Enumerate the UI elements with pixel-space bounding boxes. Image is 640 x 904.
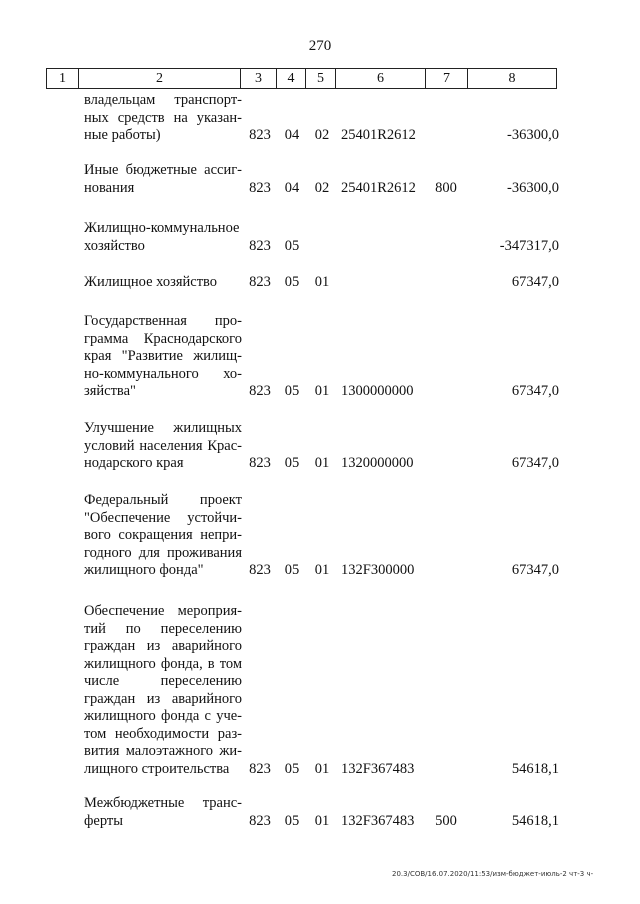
row-description	[84, 313, 242, 401]
row-description	[84, 274, 242, 292]
cell-col-4: 04	[284, 127, 300, 143]
cell-col-6: 132F367483	[341, 812, 415, 829]
cell-col-5: 01	[314, 455, 330, 471]
description-line: Жилищное хозяйство	[84, 274, 218, 290]
cell-col-4: 05	[284, 237, 300, 254]
description-line: том необходимости раз-	[84, 725, 242, 742]
cell-col-4: 05	[284, 455, 300, 471]
row-description	[84, 92, 242, 145]
col-header-8: 8	[508, 71, 516, 86]
cell-col-4: 05	[284, 562, 300, 578]
cell-col-3: 823	[249, 274, 271, 290]
description-line: вития малоэтажного жи-	[84, 743, 242, 759]
description-line: Межбюджетные транс-	[84, 795, 242, 811]
description-line: граждан из аварийного	[84, 690, 242, 707]
description-line: жилищного фонда, в том	[84, 655, 242, 672]
description-line: "Обеспечение устойчи-	[84, 509, 242, 526]
cell-col-5: 01	[314, 562, 330, 578]
description-line: Федеральный проект	[84, 492, 242, 508]
cell-col-4: 05	[284, 274, 300, 290]
cell-col-8: 54618,1	[511, 812, 559, 829]
description-line: годного для проживания	[84, 544, 242, 561]
cell-col-5: 01	[314, 760, 330, 777]
table-header	[46, 68, 557, 89]
description-line: жилищного фонда с уче-	[84, 708, 242, 724]
description-line: условий населения Крас-	[84, 437, 242, 454]
cell-col-5: 02	[314, 127, 330, 143]
cell-col-4: 05	[284, 812, 300, 829]
row-description	[84, 220, 242, 255]
row-description	[84, 162, 242, 197]
col-header-5: 5	[306, 69, 336, 88]
description-line: грамма Краснодарского	[84, 330, 242, 347]
description-line: лищного строительства	[84, 760, 230, 777]
cell-col-4: 05	[284, 383, 300, 399]
row-description	[84, 420, 242, 473]
cell-col-8: -36300,0	[507, 179, 559, 196]
description-line: Улучшение жилищных	[84, 420, 242, 436]
cell-col-8: 67347,0	[511, 455, 559, 471]
cell-col-3: 823	[249, 179, 271, 196]
description-line: Обеспечение мероприя-	[84, 603, 242, 619]
description-line: числе переселению	[84, 673, 242, 689]
cell-col-6: 25401R2612	[341, 179, 416, 196]
cell-col-5: 02	[314, 179, 330, 196]
cell-col-5: 01	[314, 274, 330, 290]
cell-col-8: -36300,0	[507, 127, 559, 143]
page-number: 270	[308, 38, 332, 54]
row-description	[84, 795, 242, 830]
cell-col-5: 01	[314, 812, 330, 829]
description-line: Жилищно-коммунальное	[84, 220, 240, 236]
cell-col-8: 54618,1	[511, 760, 559, 777]
description-line: нования	[84, 179, 135, 196]
description-line: зяйства"	[84, 383, 136, 399]
cell-col-3: 823	[249, 760, 271, 777]
cell-col-8: 67347,0	[511, 383, 559, 399]
cell-col-3: 823	[249, 812, 271, 829]
description-line: но-коммунального хо-	[84, 365, 242, 382]
description-line: тий по переселению	[84, 620, 242, 637]
footer-code: 20.3/СОВ/16.07.2020/11:53/изм-бюджет-июль-2 чт-3 ч-	[392, 870, 594, 878]
description-line: ных средств на указан-	[84, 109, 242, 126]
col-header-6: 6	[336, 69, 426, 88]
description-line: Иные бюджетные ассиг-	[84, 162, 242, 178]
cell-col-3: 823	[249, 562, 271, 578]
cell-col-7: 500	[435, 812, 457, 829]
col-header-7: 7	[426, 69, 468, 88]
row-description	[84, 603, 242, 778]
cell-col-5: 01	[314, 383, 330, 399]
cell-col-8: 67347,0	[511, 562, 559, 578]
cell-col-3: 823	[249, 237, 271, 254]
row-description	[84, 492, 242, 580]
description-line: вого сокращения непри-	[84, 527, 242, 543]
description-line: владельцам транспорт-	[84, 92, 242, 108]
cell-col-8: -347317,0	[499, 237, 559, 254]
cell-col-6: 1320000000	[341, 455, 414, 471]
description-line: края "Развитие жилищ-	[84, 348, 242, 364]
cell-col-7: 800	[435, 179, 457, 196]
cell-col-3: 823	[249, 455, 271, 471]
description-line: Государственная про-	[84, 313, 242, 329]
cell-col-4: 04	[284, 179, 300, 196]
col-header-4: 4	[277, 69, 306, 88]
description-line: хозяйство	[84, 237, 145, 254]
col-header-3: 3	[241, 69, 277, 88]
cell-col-3: 823	[249, 383, 271, 399]
description-line: нодарского края	[84, 455, 184, 471]
cell-col-6: 25401R2612	[341, 127, 416, 143]
cell-col-4: 05	[284, 760, 300, 777]
cell-col-6: 1300000000	[341, 383, 414, 399]
description-line: граждан из аварийного	[84, 638, 242, 654]
description-line: ферты	[84, 812, 123, 829]
cell-col-8: 67347,0	[511, 274, 559, 290]
cell-col-3: 823	[249, 127, 271, 143]
description-line: ные работы)	[84, 127, 161, 143]
col-header-2: 2	[79, 69, 241, 88]
cell-col-6: 132F300000	[341, 562, 415, 578]
cell-col-6: 132F367483	[341, 760, 415, 777]
description-line: жилищного фонда"	[84, 562, 204, 578]
col-header-1: 1	[47, 69, 79, 88]
